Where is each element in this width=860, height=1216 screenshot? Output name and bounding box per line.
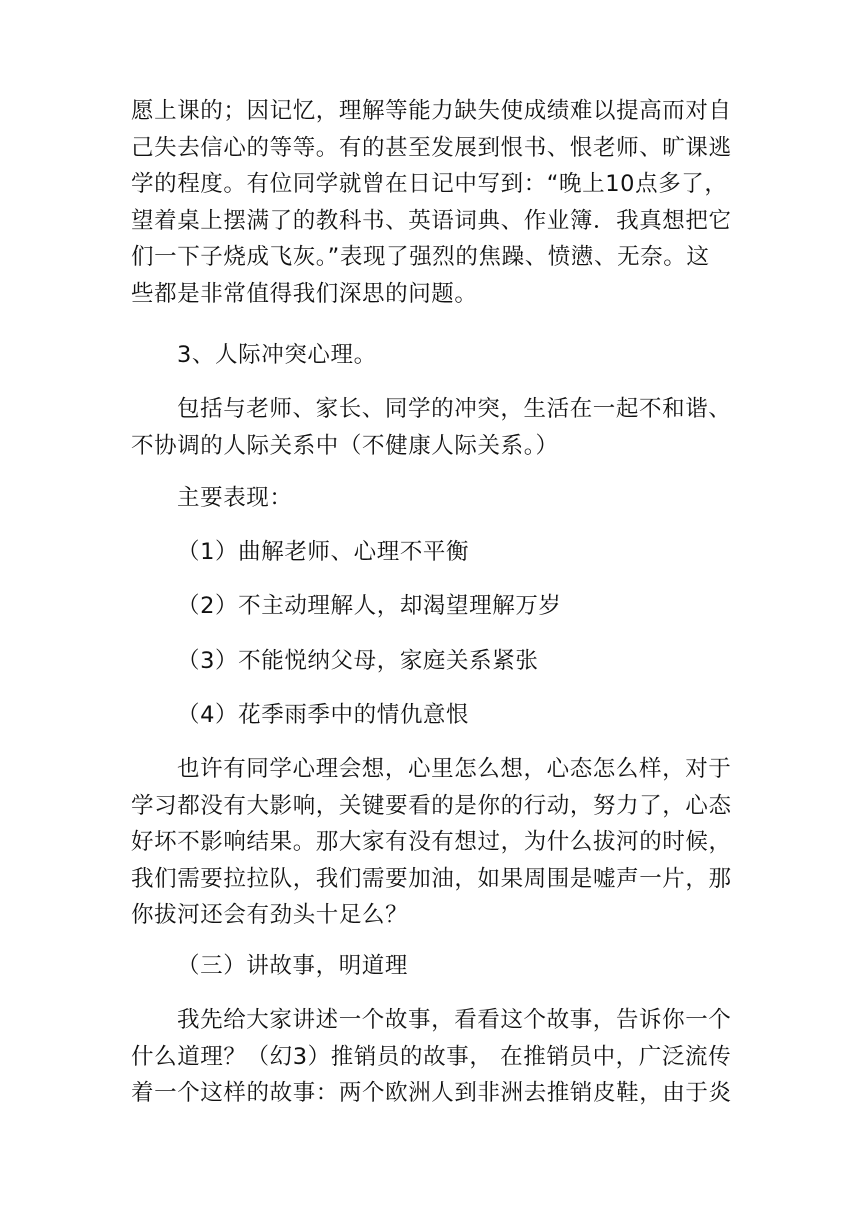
list-item-text: （2）不主动理解人，却渴望理解万岁 <box>177 593 562 619</box>
text-line: 着一个这样的故事：两个欧洲人到非洲去推销皮鞋，由于炎 <box>131 1080 732 1107</box>
paragraph-main-manifestations <box>131 480 735 517</box>
text-line: 包括与老师、家长、同学的冲突，生活在一起不和谐、 <box>177 396 732 422</box>
text-line: 你拔河还会有劲头十足么？ <box>131 902 409 929</box>
list-item-text: （4）花季雨季中的情仇意恨 <box>177 702 470 728</box>
text-line: 我们需要拉拉队，我们需要加油，如果周围是嘘声一片，那 <box>131 865 732 892</box>
text-line: 也许有同学心理会想，心里怎么想，心态怎么样，对于 <box>177 756 732 782</box>
text-line: 些都是非常值得我们深思的问题。 <box>131 280 478 307</box>
text-line: 不协调的人际关系中（不健康人际关系。） <box>131 432 559 459</box>
list-item-1 <box>131 534 735 571</box>
paragraph-salesman-story <box>131 1002 735 1112</box>
text-line: 望着桌上摆满了的教科书、英语词典、作业簿．我真想把它 <box>131 207 732 234</box>
list-item-3 <box>131 643 735 680</box>
list-item-4 <box>131 697 735 734</box>
list-item-2 <box>131 588 735 625</box>
section-heading-interpersonal-conflict <box>131 337 735 374</box>
text-line: 学习都没有大影响，关键要看的是你的行动，努力了，心态 <box>131 792 732 819</box>
text-line: 们一下子烧成飞灰。”表现了强烈的焦躁、愤懑、无奈。这 <box>131 244 710 271</box>
paragraph-conflict-description <box>131 391 735 464</box>
list-item-text: （3）不能悦纳父母，家庭关系紧张 <box>177 648 539 674</box>
text-line: 学的程度。有位同学就曾在日记中写到：“晚上10点多了， <box>131 171 728 198</box>
text-line: 主要表现： <box>177 485 293 511</box>
heading-text: （三）讲故事，明道理 <box>177 953 409 979</box>
text-line: 己失去信心的等等。有的甚至发展到恨书、恨老师、旷课逃 <box>131 134 732 161</box>
list-item-text: （1）曲解老师、心理不平衡 <box>177 539 470 565</box>
text-line: 好坏不影响结果。那大家有没有想过，为什么拔河的时候， <box>131 829 732 856</box>
paragraph-test-anxiety-continued <box>131 93 735 313</box>
heading-text: 3、人际冲突心理。 <box>177 342 377 368</box>
text-line: 什么道理？（幻3）推销员的故事， 在推销员中，广泛流传 <box>131 1043 732 1070</box>
section-heading-storytelling <box>131 948 735 985</box>
text-line: 我先给大家讲述一个故事，看看这个故事，告诉你一个 <box>177 1007 732 1033</box>
paragraph-tug-of-war <box>131 751 735 934</box>
text-line: 愿上课的；因记忆，理解等能力缺失使成绩难以提高而对自 <box>131 98 732 124</box>
